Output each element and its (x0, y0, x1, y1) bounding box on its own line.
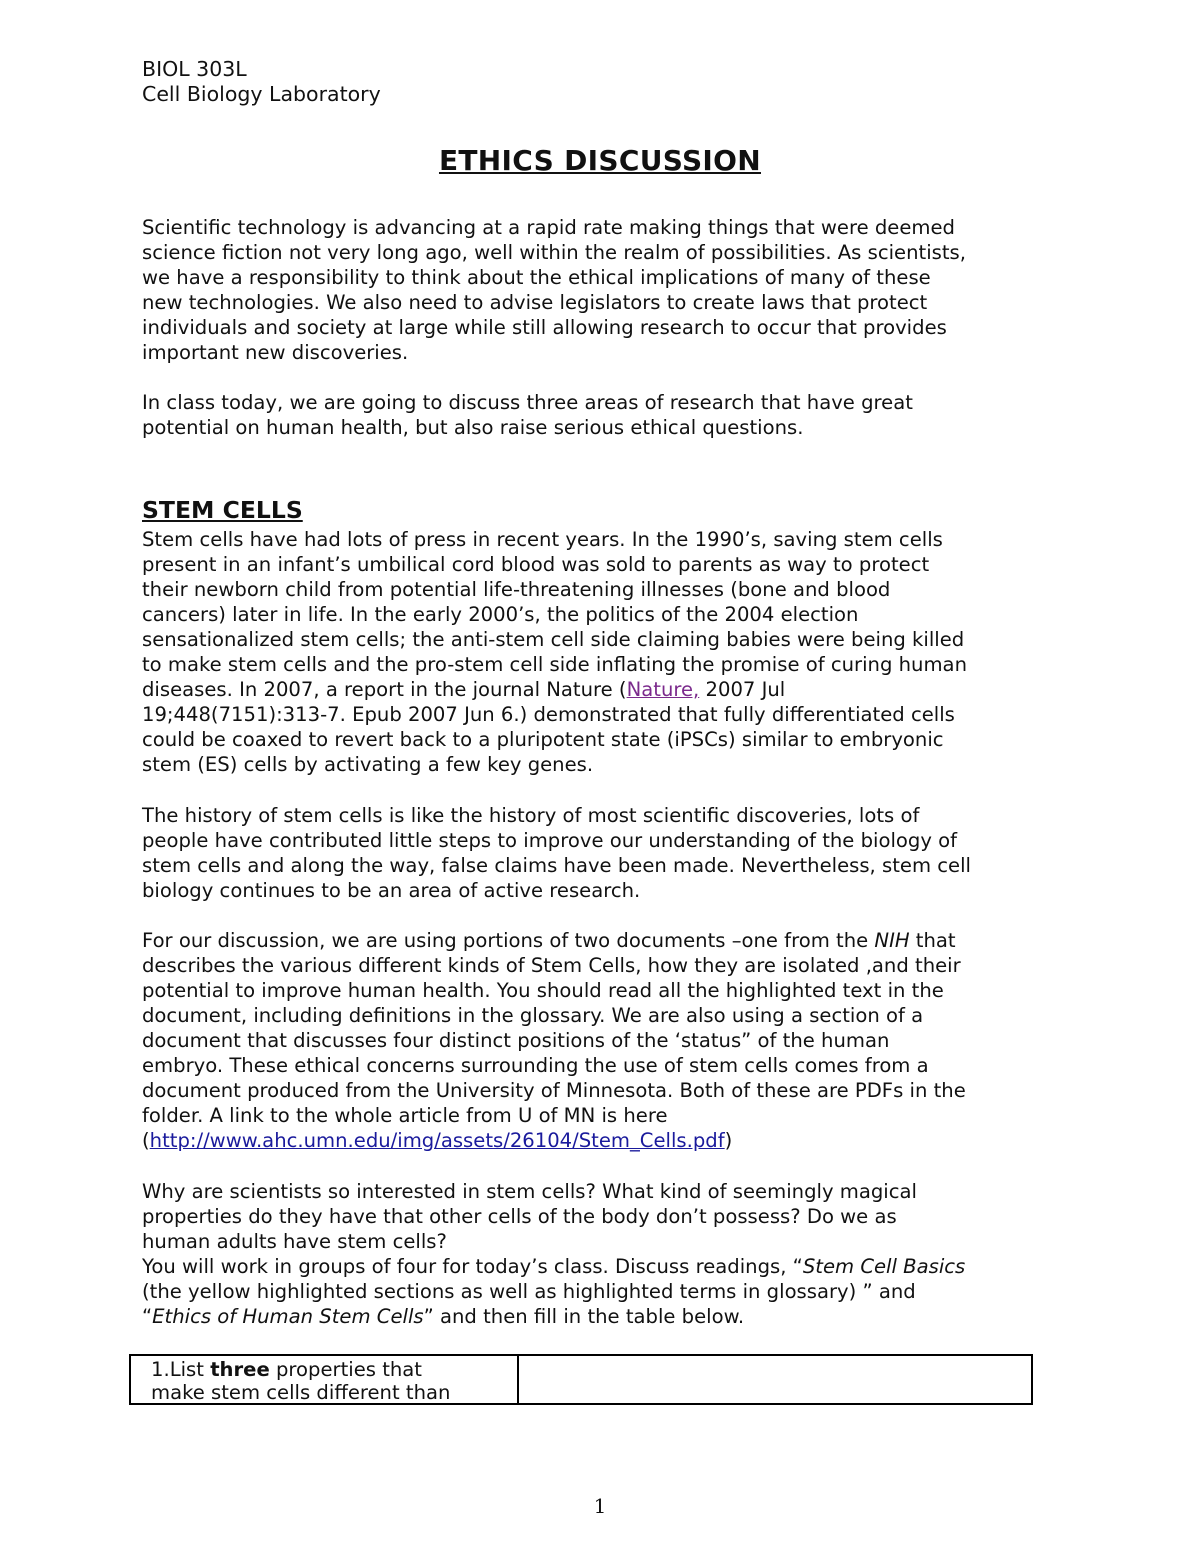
paragraph-line: stem cells and along the way, false claims have been made. Nevertheless, stem cell (142, 854, 971, 877)
paragraph-line: embryo. These ethical concerns surrounding the use of stem cells comes from a (142, 1054, 929, 1077)
intro-paragraph (142, 215, 1062, 365)
paragraph-line: folder. A link to the whole article from U of MN is here (142, 1104, 668, 1127)
paragraph-line: document that discusses four distinct positions of the ‘status” of the human (142, 1029, 890, 1052)
question-cell (131, 1356, 519, 1403)
paragraph-line: Why are scientists so interested in stem cells? What kind of seemingly magical (142, 1180, 917, 1203)
paragraph-line: sensationalized stem cells; the anti-stem cell side claiming babies were being killed (142, 628, 965, 651)
stem-cells-paragraph-4 (142, 1179, 1062, 1329)
question-text: 1.List three properties that make stem cells different than (151, 1358, 451, 1404)
paragraph-line: The history of stem cells is like the history of most scientific discoveries, lots of (142, 804, 920, 827)
paragraph-line: potential on human health, but also raise serious ethical questions. (142, 416, 804, 439)
umn-article-link[interactable]: http://www.ahc.umn.edu/img/assets/26104/Stem_Cells.pdf (149, 1129, 725, 1152)
page-title: ETHICS DISCUSSION (438, 144, 761, 177)
paragraph-line: human adults have stem cells? (142, 1230, 447, 1253)
section-heading-stem-cells: STEM CELLS (142, 496, 303, 524)
paragraph-line: science fiction not very long ago, well within the realm of possibilities. As scientists, (142, 241, 966, 264)
course-code: BIOL 303L (142, 57, 247, 81)
paragraph-line: individuals and society at large while still allowing research to occur that provides (142, 316, 947, 339)
paragraph-line: Scientific technology is advancing at a rapid rate making things that were deemed (142, 216, 955, 239)
stem-cells-paragraph-1 (142, 527, 1062, 777)
paragraph-line: diseases. In 2007, a report in the journal Nature (Nature, 2007 Jul (142, 678, 786, 701)
paragraph-line: we have a responsibility to think about the ethical implications of many of these (142, 266, 931, 289)
reading-stem-cell-basics: Stem Cell Basics (802, 1255, 966, 1278)
paragraph-line: describes the various different kinds of Stem Cells, how they are isolated ,and their (142, 954, 961, 977)
paragraph-line: could be coaxed to revert back to a pluripotent state (iPSCs) similar to embryonic (142, 728, 944, 751)
class-today-paragraph (142, 390, 1062, 440)
paragraph-line: You will work in groups of four for today’s class. Discuss readings, “Stem Cell Basics (142, 1255, 966, 1278)
paragraph-line: biology continues to be an area of active research. (142, 879, 641, 902)
paragraph-line: to make stem cells and the pro-stem cell side inflating the promise of curing human (142, 653, 967, 676)
paragraph-line: (the yellow highlighted sections as well as highlighted terms in glossary) ” and (142, 1280, 916, 1303)
stem-cells-paragraph-2 (142, 803, 1062, 903)
paragraph-line: properties do they have that other cells of the body don’t possess? Do we as (142, 1205, 897, 1228)
question-table (129, 1354, 1033, 1405)
stem-cells-paragraph-3 (142, 928, 1062, 1153)
paragraph-line: new technologies. We also need to advise legislators to create laws that protect (142, 291, 928, 314)
paragraph-line: their newborn child from potential life-threatening illnesses (bone and blood (142, 578, 891, 601)
lab-name: Cell Biology Laboratory (142, 82, 381, 106)
nature-link[interactable]: Nature, (626, 678, 700, 701)
paragraph-line: “Ethics of Human Stem Cells” and then fill in the table below. (142, 1305, 745, 1328)
reading-ethics-stem-cells: Ethics of Human Stem Cells (152, 1305, 424, 1328)
paragraph-line: (http://www.ahc.umn.edu/img/assets/26104/Stem_Cells.pdf) (142, 1129, 733, 1152)
paragraph-line: document produced from the University of Minnesota. Both of these are PDFs in the (142, 1079, 966, 1102)
paragraph-line: cancers) later in life. In the early 2000’s, the politics of the 2004 election (142, 603, 859, 626)
paragraph-line: document, including definitions in the glossary. We are also using a section of a (142, 1004, 924, 1027)
paragraph-line: stem (ES) cells by activating a few key genes. (142, 753, 594, 776)
paragraph-line: present in an infant’s umbilical cord blood was sold to parents as way to protect (142, 553, 930, 576)
page-number: 1 (593, 1494, 607, 1518)
course-header (142, 57, 381, 107)
paragraph-line: For our discussion, we are using portions of two documents –one from the NIH that (142, 929, 956, 952)
answer-cell[interactable] (521, 1356, 1031, 1403)
paragraph-line: 19;448(7151):313-7. Epub 2007 Jun 6.) demonstrated that fully differentiated cells (142, 703, 955, 726)
paragraph-line: people have contributed little steps to improve our understanding of the biology of (142, 829, 958, 852)
paragraph-line: potential to improve human health. You should read all the highlighted text in the (142, 979, 944, 1002)
paragraph-line: important new discoveries. (142, 341, 409, 364)
paragraph-line: In class today, we are going to discuss three areas of research that have great (142, 391, 913, 414)
paragraph-line: Stem cells have had lots of press in recent years. In the 1990’s, saving stem cells (142, 528, 943, 551)
